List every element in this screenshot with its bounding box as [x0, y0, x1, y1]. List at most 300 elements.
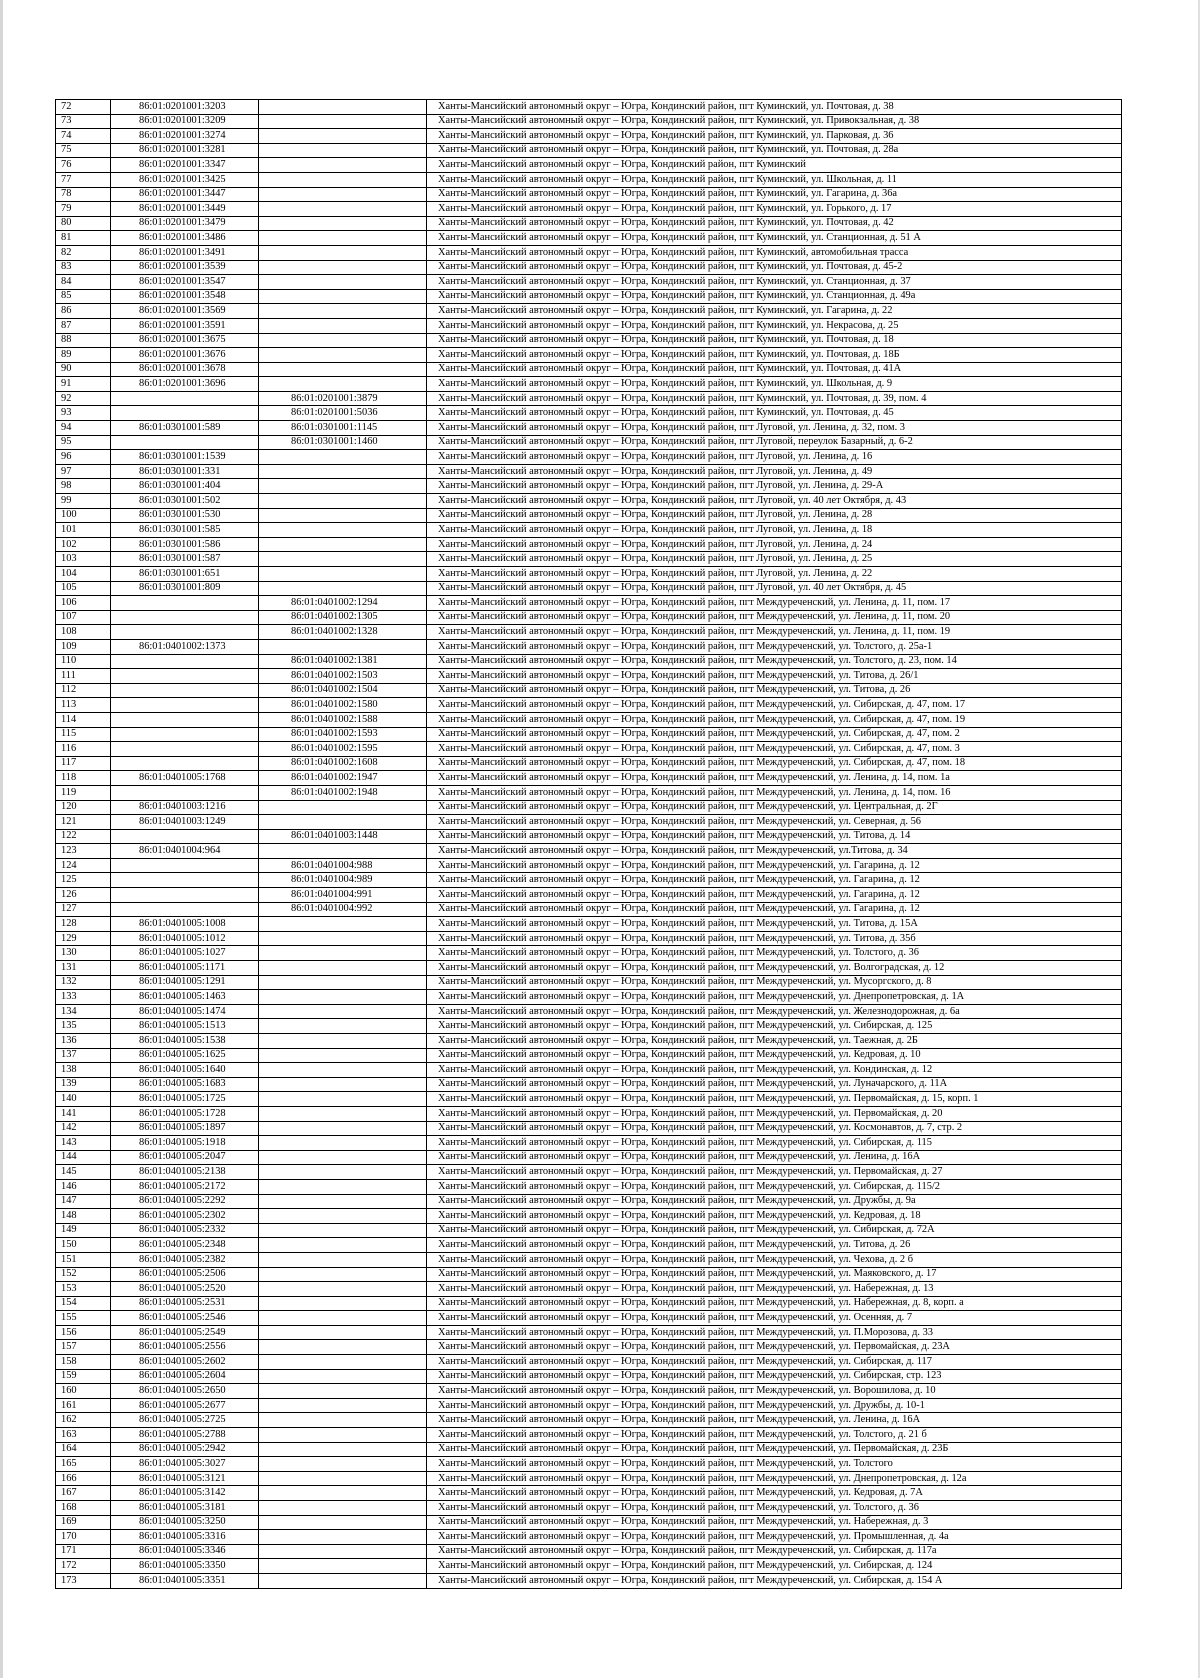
land-cadastral-number-cell: 86:01:0401005:2382	[111, 1252, 259, 1267]
address-cell: Ханты-Мансийский автономный округ – Югра, Кондинский район, пгт Междуреченский, ул. Толстого, д. 25а-1	[427, 639, 1122, 654]
building-cadastral-number-cell	[259, 362, 427, 377]
row-number-cell: 85	[56, 289, 111, 304]
address-cell: Ханты-Мансийский автономный округ – Югра, Кондинский район, пгт Куминский, ул. Почтовая, д. 42	[427, 216, 1122, 231]
table-row	[56, 1501, 1122, 1516]
address-cell: Ханты-Мансийский автономный округ – Югра, Кондинский район, пгт Междуреченский, ул. Гагарина, д. 12	[427, 902, 1122, 917]
table-row	[56, 1238, 1122, 1253]
land-cadastral-number-cell: 86:01:0401005:2292	[111, 1194, 259, 1209]
table-body	[56, 100, 1122, 1589]
building-cadastral-number-cell	[259, 1282, 427, 1297]
row-number-cell: 168	[56, 1501, 111, 1516]
row-number-cell: 92	[56, 391, 111, 406]
building-cadastral-number-cell: 86:01:0401002:1608	[259, 756, 427, 771]
land-cadastral-number-cell	[111, 596, 259, 611]
land-cadastral-number-cell: 86:01:0401005:3027	[111, 1457, 259, 1472]
table-row	[56, 1136, 1122, 1151]
land-cadastral-number-cell	[111, 698, 259, 713]
address-cell: Ханты-Мансийский автономный округ – Югра, Кондинский район, пгт Междуреченский, ул. Таежная, д. 2Б	[427, 1034, 1122, 1049]
land-cadastral-number-cell: 86:01:0401005:3121	[111, 1471, 259, 1486]
row-number-cell: 114	[56, 712, 111, 727]
address-cell: Ханты-Мансийский автономный округ – Югра, Кондинский район, пгт Междуреченский, ул. Титова, д. 35б	[427, 931, 1122, 946]
land-cadastral-number-cell: 86:01:0401005:1171	[111, 961, 259, 976]
building-cadastral-number-cell: 86:01:0401002:1948	[259, 785, 427, 800]
address-cell: Ханты-Мансийский автономный округ – Югра, Кондинский район, пгт Междуреченский, ул. Титова, д. 14	[427, 829, 1122, 844]
land-cadastral-number-cell: 86:01:0301001:586	[111, 537, 259, 552]
address-cell: Ханты-Мансийский автономный округ – Югра, Кондинский район, пгт Междуреченский, ул. П.Морозова, д. 33	[427, 1325, 1122, 1340]
address-cell: Ханты-Мансийский автономный округ – Югра, Кондинский район, пгт Междуреченский, ул. Днепропетровская, д. 12а	[427, 1471, 1122, 1486]
land-cadastral-number-cell	[111, 742, 259, 757]
row-number-cell: 132	[56, 975, 111, 990]
address-cell: Ханты-Мансийский автономный округ – Югра, Кондинский район, пгт Междуреченский, ул. Набережная, д. 8, корп. а	[427, 1296, 1122, 1311]
land-cadastral-number-cell: 86:01:0201001:3274	[111, 129, 259, 144]
land-cadastral-number-cell: 86:01:0401003:1216	[111, 800, 259, 815]
row-number-cell: 122	[56, 829, 111, 844]
land-cadastral-number-cell: 86:01:0201001:3479	[111, 216, 259, 231]
row-number-cell: 124	[56, 858, 111, 873]
address-cell: Ханты-Мансийский автономный округ – Югра, Кондинский район, пгт Междуреченский, ул. Толстого, д. 23, пом. 14	[427, 654, 1122, 669]
table-row	[56, 873, 1122, 888]
land-cadastral-number-cell: 86:01:0401005:1897	[111, 1121, 259, 1136]
land-cadastral-number-cell: 86:01:0401005:2332	[111, 1223, 259, 1238]
address-cell: Ханты-Мансийский автономный округ – Югра, Кондинский район, пгт Куминский, ул. Почтовая, д. 45	[427, 406, 1122, 421]
row-number-cell: 145	[56, 1165, 111, 1180]
table-row	[56, 1063, 1122, 1078]
address-cell: Ханты-Мансийский автономный округ – Югра, Кондинский район, пгт Междуреченский, ул. Маяковского, д. 17	[427, 1267, 1122, 1282]
address-cell: Ханты-Мансийский автономный округ – Югра, Кондинский район, пгт Междуреченский, ул. Кондинская, д. 12	[427, 1063, 1122, 1078]
building-cadastral-number-cell	[259, 1004, 427, 1019]
land-cadastral-number-cell	[111, 756, 259, 771]
table-row	[56, 377, 1122, 392]
address-cell: Ханты-Мансийский автономный округ – Югра, Кондинский район, пгт Междуреченский, ул. Сибирская, д. 47, пом. 19	[427, 712, 1122, 727]
building-cadastral-number-cell	[259, 1486, 427, 1501]
building-cadastral-number-cell	[259, 844, 427, 859]
building-cadastral-number-cell: 86:01:0401002:1947	[259, 771, 427, 786]
row-number-cell: 169	[56, 1515, 111, 1530]
table-row	[56, 537, 1122, 552]
building-cadastral-number-cell	[259, 1267, 427, 1282]
address-cell: Ханты-Мансийский автономный округ – Югра, Кондинский район, пгт Междуреченский, ул. Сибирская, стр. 123	[427, 1369, 1122, 1384]
address-cell: Ханты-Мансийский автономный округ – Югра, Кондинский район, пгт Междуреченский, ул. Ленина, д. 11, пом. 17	[427, 596, 1122, 611]
building-cadastral-number-cell	[259, 377, 427, 392]
row-number-cell: 127	[56, 902, 111, 917]
land-cadastral-number-cell: 86:01:0201001:3678	[111, 362, 259, 377]
row-number-cell: 155	[56, 1311, 111, 1326]
land-cadastral-number-cell: 86:01:0301001:502	[111, 494, 259, 509]
address-cell: Ханты-Мансийский автономный округ – Югра, Кондинский район, пгт Междуреченский, ул. Ленина, д. 11, пом. 20	[427, 610, 1122, 625]
land-cadastral-number-cell	[111, 785, 259, 800]
address-cell: Ханты-Мансийский автономный округ – Югра, Кондинский район, пгт Луговой, ул. Ленина, д. 25	[427, 552, 1122, 567]
building-cadastral-number-cell: 86:01:0401004:989	[259, 873, 427, 888]
table-row	[56, 785, 1122, 800]
row-number-cell: 173	[56, 1573, 111, 1588]
table-row	[56, 1398, 1122, 1413]
address-cell: Ханты-Мансийский автономный округ – Югра, Кондинский район, пгт Междуреченский, ул. Промышленная, д. 4а	[427, 1530, 1122, 1545]
address-cell: Ханты-Мансийский автономный округ – Югра, Кондинский район, пгт Куминский, ул. Почтовая, д. 45-2	[427, 260, 1122, 275]
table-row	[56, 1457, 1122, 1472]
address-cell: Ханты-Мансийский автономный округ – Югра, Кондинский район, пгт Луговой, ул. Ленина, д. 49	[427, 464, 1122, 479]
land-cadastral-number-cell	[111, 625, 259, 640]
building-cadastral-number-cell	[259, 1559, 427, 1574]
building-cadastral-number-cell	[259, 1428, 427, 1443]
row-number-cell: 86	[56, 304, 111, 319]
land-cadastral-number-cell: 86:01:0301001:589	[111, 421, 259, 436]
row-number-cell: 136	[56, 1034, 111, 1049]
table-row	[56, 1165, 1122, 1180]
table-row	[56, 771, 1122, 786]
land-cadastral-number-cell: 86:01:0401005:2520	[111, 1282, 259, 1297]
building-cadastral-number-cell: 86:01:0401004:992	[259, 902, 427, 917]
table-row	[56, 494, 1122, 509]
land-cadastral-number-cell: 86:01:0401005:1918	[111, 1136, 259, 1151]
row-number-cell: 134	[56, 1004, 111, 1019]
row-number-cell: 142	[56, 1121, 111, 1136]
row-number-cell: 171	[56, 1544, 111, 1559]
table-row	[56, 318, 1122, 333]
building-cadastral-number-cell	[259, 318, 427, 333]
address-cell: Ханты-Мансийский автономный округ – Югра, Кондинский район, пгт Междуреченский, ул. Сибирская, д. 47, пом. 17	[427, 698, 1122, 713]
land-cadastral-number-cell	[111, 435, 259, 450]
building-cadastral-number-cell: 86:01:0401002:1503	[259, 669, 427, 684]
row-number-cell: 79	[56, 202, 111, 217]
row-number-cell: 152	[56, 1267, 111, 1282]
row-number-cell: 162	[56, 1413, 111, 1428]
land-cadastral-number-cell	[111, 669, 259, 684]
table-row	[56, 450, 1122, 465]
land-cadastral-number-cell	[111, 888, 259, 903]
address-cell: Ханты-Мансийский автономный округ – Югра, Кондинский район, пгт Междуреченский, ул. Осенняя, д. 7	[427, 1311, 1122, 1326]
address-cell: Ханты-Мансийский автономный округ – Югра, Кондинский район, пгт Куминский, ул. Станционная, д. 49а	[427, 289, 1122, 304]
table-row	[56, 435, 1122, 450]
row-number-cell: 163	[56, 1428, 111, 1443]
building-cadastral-number-cell: 86:01:0401002:1593	[259, 727, 427, 742]
building-cadastral-number-cell	[259, 508, 427, 523]
row-number-cell: 140	[56, 1092, 111, 1107]
address-cell: Ханты-Мансийский автономный округ – Югра, Кондинский район, пгт Междуреченский, ул. Волгоградская, д. 12	[427, 961, 1122, 976]
land-cadastral-number-cell: 86:01:0401005:3350	[111, 1559, 259, 1574]
address-cell: Ханты-Мансийский автономный округ – Югра, Кондинский район, пгт Междуреченский, ул. Толстого, д. 36	[427, 1501, 1122, 1516]
table-row	[56, 1486, 1122, 1501]
row-number-cell: 130	[56, 946, 111, 961]
table-row	[56, 1092, 1122, 1107]
land-cadastral-number-cell: 86:01:0401005:2677	[111, 1398, 259, 1413]
table-row	[56, 756, 1122, 771]
address-cell: Ханты-Мансийский автономный округ – Югра, Кондинский район, пгт Междуреченский, ул. Толстого, д. 36	[427, 946, 1122, 961]
building-cadastral-number-cell	[259, 129, 427, 144]
table-row	[56, 1384, 1122, 1399]
table-row	[56, 931, 1122, 946]
land-cadastral-number-cell: 86:01:0401005:1012	[111, 931, 259, 946]
building-cadastral-number-cell: 86:01:0401003:1448	[259, 829, 427, 844]
address-cell: Ханты-Мансийский автономный округ – Югра, Кондинский район, пгт Междуреченский, ул. Сибирская, д. 117	[427, 1355, 1122, 1370]
table-row	[56, 698, 1122, 713]
building-cadastral-number-cell	[259, 1413, 427, 1428]
address-cell: Ханты-Мансийский автономный округ – Югра, Кондинский район, пгт Междуреченский, ул. Титова, д. 26/1	[427, 669, 1122, 684]
table-row	[56, 187, 1122, 202]
row-number-cell: 95	[56, 435, 111, 450]
row-number-cell: 76	[56, 158, 111, 173]
building-cadastral-number-cell	[259, 975, 427, 990]
land-cadastral-number-cell	[111, 712, 259, 727]
building-cadastral-number-cell	[259, 1165, 427, 1180]
address-cell: Ханты-Мансийский автономный округ – Югра, Кондинский район, пгт Междуреченский, ул. Кедровая, д. 18	[427, 1209, 1122, 1224]
land-cadastral-number-cell: 86:01:0401005:3316	[111, 1530, 259, 1545]
land-cadastral-number-cell: 86:01:0401005:3346	[111, 1544, 259, 1559]
table-row	[56, 1573, 1122, 1588]
scan-edge-right	[1190, 0, 1200, 1678]
row-number-cell: 165	[56, 1457, 111, 1472]
table-row	[56, 1428, 1122, 1443]
row-number-cell: 167	[56, 1486, 111, 1501]
table-row	[56, 1296, 1122, 1311]
address-cell: Ханты-Мансийский автономный округ – Югра, Кондинский район, пгт Куминский, ул. Почтовая, д. 18Б	[427, 348, 1122, 363]
address-cell: Ханты-Мансийский автономный округ – Югра, Кондинский район, пгт Междуреченский, ул. Первомайская, д. 27	[427, 1165, 1122, 1180]
row-number-cell: 138	[56, 1063, 111, 1078]
row-number-cell: 113	[56, 698, 111, 713]
building-cadastral-number-cell	[259, 1238, 427, 1253]
address-cell: Ханты-Мансийский автономный округ – Югра, Кондинский район, пгт Междуреченский, ул. Центральная, д. 2Г	[427, 800, 1122, 815]
table-row	[56, 406, 1122, 421]
address-cell: Ханты-Мансийский автономный округ – Югра, Кондинский район, пгт Куминский, ул. Парковая, д. 36	[427, 129, 1122, 144]
land-cadastral-number-cell: 86:01:0401005:1463	[111, 990, 259, 1005]
row-number-cell: 115	[56, 727, 111, 742]
address-cell: Ханты-Мансийский автономный округ – Югра, Кондинский район, пгт Междуреченский, ул. Титова, д. 15А	[427, 917, 1122, 932]
table-row	[56, 1311, 1122, 1326]
row-number-cell: 141	[56, 1106, 111, 1121]
table-row	[56, 129, 1122, 144]
land-cadastral-number-cell: 86:01:0401005:2138	[111, 1165, 259, 1180]
table-row	[56, 216, 1122, 231]
table-row	[56, 100, 1122, 115]
address-cell: Ханты-Мансийский автономный округ – Югра, Кондинский район, пгт Междуреченский, ул. Сибирская, д. 154 А	[427, 1573, 1122, 1588]
building-cadastral-number-cell	[259, 1530, 427, 1545]
address-cell: Ханты-Мансийский автономный округ – Югра, Кондинский район, пгт Междуреченский, ул. Луначарского, д. 11А	[427, 1077, 1122, 1092]
table-row	[56, 143, 1122, 158]
table-row	[56, 275, 1122, 290]
row-number-cell: 137	[56, 1048, 111, 1063]
table-row	[56, 391, 1122, 406]
address-cell: Ханты-Мансийский автономный округ – Югра, Кондинский район, пгт Междуреченский, ул. Титова, д. 26	[427, 1238, 1122, 1253]
building-cadastral-number-cell	[259, 1106, 427, 1121]
building-cadastral-number-cell	[259, 1471, 427, 1486]
address-cell: Ханты-Мансийский автономный округ – Югра, Кондинский район, пгт Междуреченский, ул. Ленина, д. 14, пом. 16	[427, 785, 1122, 800]
building-cadastral-number-cell	[259, 1384, 427, 1399]
address-cell: Ханты-Мансийский автономный округ – Югра, Кондинский район, пгт Междуреченский, ул.Титова, д. 34	[427, 844, 1122, 859]
land-cadastral-number-cell: 86:01:0301001:809	[111, 581, 259, 596]
row-number-cell: 93	[56, 406, 111, 421]
table-row	[56, 158, 1122, 173]
land-cadastral-number-cell: 86:01:0401005:1768	[111, 771, 259, 786]
table-row	[56, 596, 1122, 611]
land-cadastral-number-cell: 86:01:0201001:3675	[111, 333, 259, 348]
table-row	[56, 1121, 1122, 1136]
table-row	[56, 260, 1122, 275]
land-cadastral-number-cell: 86:01:0301001:530	[111, 508, 259, 523]
land-cadastral-number-cell	[111, 902, 259, 917]
address-cell: Ханты-Мансийский автономный округ – Югра, Кондинский район, пгт Междуреченский, ул. Сибирская, д. 47, пом. 2	[427, 727, 1122, 742]
building-cadastral-number-cell	[259, 479, 427, 494]
land-cadastral-number-cell	[111, 406, 259, 421]
building-cadastral-number-cell	[259, 990, 427, 1005]
table-row	[56, 1340, 1122, 1355]
row-number-cell: 108	[56, 625, 111, 640]
address-cell: Ханты-Мансийский автономный округ – Югра, Кондинский район, пгт Куминский, ул. Почтовая, д. 39, пом. 4	[427, 391, 1122, 406]
table-row	[56, 990, 1122, 1005]
land-cadastral-number-cell: 86:01:0401005:2348	[111, 1238, 259, 1253]
land-cadastral-number-cell: 86:01:0401005:2546	[111, 1311, 259, 1326]
land-cadastral-number-cell: 86:01:0401005:1008	[111, 917, 259, 932]
building-cadastral-number-cell	[259, 1355, 427, 1370]
row-number-cell: 72	[56, 100, 111, 115]
building-cadastral-number-cell	[259, 158, 427, 173]
land-cadastral-number-cell: 86:01:0301001:651	[111, 567, 259, 582]
land-cadastral-number-cell: 86:01:0201001:3209	[111, 114, 259, 129]
row-number-cell: 97	[56, 464, 111, 479]
row-number-cell: 104	[56, 567, 111, 582]
land-cadastral-number-cell: 86:01:0301001:1539	[111, 450, 259, 465]
address-cell: Ханты-Мансийский автономный округ – Югра, Кондинский район, пгт Междуреченский, ул. Ленина, д. 16А	[427, 1150, 1122, 1165]
building-cadastral-number-cell	[259, 202, 427, 217]
building-cadastral-number-cell	[259, 1223, 427, 1238]
building-cadastral-number-cell	[259, 1340, 427, 1355]
land-cadastral-number-cell: 86:01:0401005:1728	[111, 1106, 259, 1121]
address-cell: Ханты-Мансийский автономный округ – Югра, Кондинский район, пгт Междуреченский, ул. Сибирская, д. 115	[427, 1136, 1122, 1151]
address-cell: Ханты-Мансийский автономный округ – Югра, Кондинский район, пгт Куминский, автомобильная трасса	[427, 245, 1122, 260]
table-row	[56, 1048, 1122, 1063]
address-cell: Ханты-Мансийский автономный округ – Югра, Кондинский район, пгт Междуреченский, ул. Дружбы, д. 9а	[427, 1194, 1122, 1209]
table-row	[56, 1559, 1122, 1574]
address-cell: Ханты-Мансийский автономный округ – Югра, Кондинский район, пгт Луговой, ул. 40 лет Октября, д. 43	[427, 494, 1122, 509]
land-cadastral-number-cell: 86:01:0401002:1373	[111, 639, 259, 654]
row-number-cell: 96	[56, 450, 111, 465]
land-cadastral-number-cell: 86:01:0401005:2604	[111, 1369, 259, 1384]
row-number-cell: 91	[56, 377, 111, 392]
table-row	[56, 464, 1122, 479]
row-number-cell: 146	[56, 1179, 111, 1194]
building-cadastral-number-cell	[259, 537, 427, 552]
land-cadastral-number-cell: 86:01:0401005:3351	[111, 1573, 259, 1588]
land-cadastral-number-cell: 86:01:0401005:2302	[111, 1209, 259, 1224]
building-cadastral-number-cell	[259, 1501, 427, 1516]
building-cadastral-number-cell	[259, 1311, 427, 1326]
building-cadastral-number-cell	[259, 581, 427, 596]
table-row	[56, 1325, 1122, 1340]
row-number-cell: 88	[56, 333, 111, 348]
land-cadastral-number-cell: 86:01:0301001:585	[111, 523, 259, 538]
building-cadastral-number-cell	[259, 333, 427, 348]
land-cadastral-number-cell: 86:01:0201001:3676	[111, 348, 259, 363]
table-row	[56, 581, 1122, 596]
building-cadastral-number-cell	[259, 260, 427, 275]
building-cadastral-number-cell	[259, 1544, 427, 1559]
address-cell: Ханты-Мансийский автономный округ – Югра, Кондинский район, пгт Междуреченский, ул. Дружбы, д. 10-1	[427, 1398, 1122, 1413]
table-row	[56, 421, 1122, 436]
row-number-cell: 80	[56, 216, 111, 231]
address-cell: Ханты-Мансийский автономный округ – Югра, Кондинский район, пгт Междуреченский, ул. Набережная, д. 13	[427, 1282, 1122, 1297]
building-cadastral-number-cell	[259, 1077, 427, 1092]
building-cadastral-number-cell	[259, 1048, 427, 1063]
table-row	[56, 304, 1122, 319]
table-row	[56, 114, 1122, 129]
table-row	[56, 289, 1122, 304]
address-cell: Ханты-Мансийский автономный округ – Югра, Кондинский район, пгт Куминский, ул. Почтовая, д. 38	[427, 100, 1122, 115]
land-cadastral-number-cell: 86:01:0201001:3447	[111, 187, 259, 202]
land-cadastral-number-cell: 86:01:0401005:2725	[111, 1413, 259, 1428]
row-number-cell: 118	[56, 771, 111, 786]
land-cadastral-number-cell: 86:01:0301001:587	[111, 552, 259, 567]
land-cadastral-number-cell: 86:01:0401005:2788	[111, 1428, 259, 1443]
row-number-cell: 75	[56, 143, 111, 158]
building-cadastral-number-cell	[259, 1136, 427, 1151]
building-cadastral-number-cell	[259, 289, 427, 304]
address-cell: Ханты-Мансийский автономный округ – Югра, Кондинский район, пгт Куминский, ул. Школьная, д. 9	[427, 377, 1122, 392]
land-cadastral-number-cell	[111, 873, 259, 888]
row-number-cell: 90	[56, 362, 111, 377]
building-cadastral-number-cell: 86:01:0401002:1305	[259, 610, 427, 625]
row-number-cell: 143	[56, 1136, 111, 1151]
row-number-cell: 106	[56, 596, 111, 611]
table-row	[56, 961, 1122, 976]
row-number-cell: 87	[56, 318, 111, 333]
row-number-cell: 154	[56, 1296, 111, 1311]
table-row	[56, 1150, 1122, 1165]
building-cadastral-number-cell	[259, 348, 427, 363]
row-number-cell: 144	[56, 1150, 111, 1165]
row-number-cell: 83	[56, 260, 111, 275]
address-cell: Ханты-Мансийский автономный округ – Югра, Кондинский район, пгт Междуреченский, ул. Сибирская, д. 115/2	[427, 1179, 1122, 1194]
building-cadastral-number-cell	[259, 187, 427, 202]
land-cadastral-number-cell: 86:01:0401005:2531	[111, 1296, 259, 1311]
row-number-cell: 126	[56, 888, 111, 903]
table-row	[56, 231, 1122, 246]
building-cadastral-number-cell	[259, 523, 427, 538]
land-cadastral-number-cell: 86:01:0401005:3250	[111, 1515, 259, 1530]
building-cadastral-number-cell	[259, 917, 427, 932]
table-row	[56, 1442, 1122, 1457]
row-number-cell: 111	[56, 669, 111, 684]
land-cadastral-number-cell: 86:01:0401005:1291	[111, 975, 259, 990]
scan-edge-left	[0, 0, 12, 1678]
address-cell: Ханты-Мансийский автономный округ – Югра, Кондинский район, пгт Междуреченский, ул. Сибирская, д. 47, пом. 3	[427, 742, 1122, 757]
address-cell: Ханты-Мансийский автономный округ – Югра, Кондинский район, пгт Междуреченский, ул. Первомайская, д. 15, корп. 1	[427, 1092, 1122, 1107]
land-cadastral-number-cell	[111, 683, 259, 698]
building-cadastral-number-cell	[259, 931, 427, 946]
row-number-cell: 101	[56, 523, 111, 538]
building-cadastral-number-cell	[259, 1150, 427, 1165]
address-cell: Ханты-Мансийский автономный округ – Югра, Кондинский район, пгт Междуреченский, ул. Сибирская, д. 47, пом. 18	[427, 756, 1122, 771]
land-cadastral-number-cell: 86:01:0401005:3142	[111, 1486, 259, 1501]
land-cadastral-number-cell: 86:01:0201001:3696	[111, 377, 259, 392]
table-row	[56, 1530, 1122, 1545]
table-row	[56, 975, 1122, 990]
address-cell: Ханты-Мансийский автономный округ – Югра, Кондинский район, пгт Междуреченский, ул. Первомайская, д. 23А	[427, 1340, 1122, 1355]
address-cell: Ханты-Мансийский автономный округ – Югра, Кондинский район, пгт Куминский, ул. Почтовая, д. 28а	[427, 143, 1122, 158]
row-number-cell: 158	[56, 1355, 111, 1370]
row-number-cell: 105	[56, 581, 111, 596]
row-number-cell: 116	[56, 742, 111, 757]
table-row	[56, 917, 1122, 932]
land-cadastral-number-cell	[111, 727, 259, 742]
land-cadastral-number-cell: 86:01:0401005:1474	[111, 1004, 259, 1019]
building-cadastral-number-cell	[259, 1252, 427, 1267]
table-row	[56, 172, 1122, 187]
building-cadastral-number-cell	[259, 143, 427, 158]
table-row	[56, 1077, 1122, 1092]
table-row	[56, 1252, 1122, 1267]
building-cadastral-number-cell: 86:01:0401002:1294	[259, 596, 427, 611]
table-row	[56, 1019, 1122, 1034]
address-cell: Ханты-Мансийский автономный округ – Югра, Кондинский район, пгт Луговой, ул. 40 лет Октября, д. 45	[427, 581, 1122, 596]
land-cadastral-number-cell: 86:01:0401005:2556	[111, 1340, 259, 1355]
